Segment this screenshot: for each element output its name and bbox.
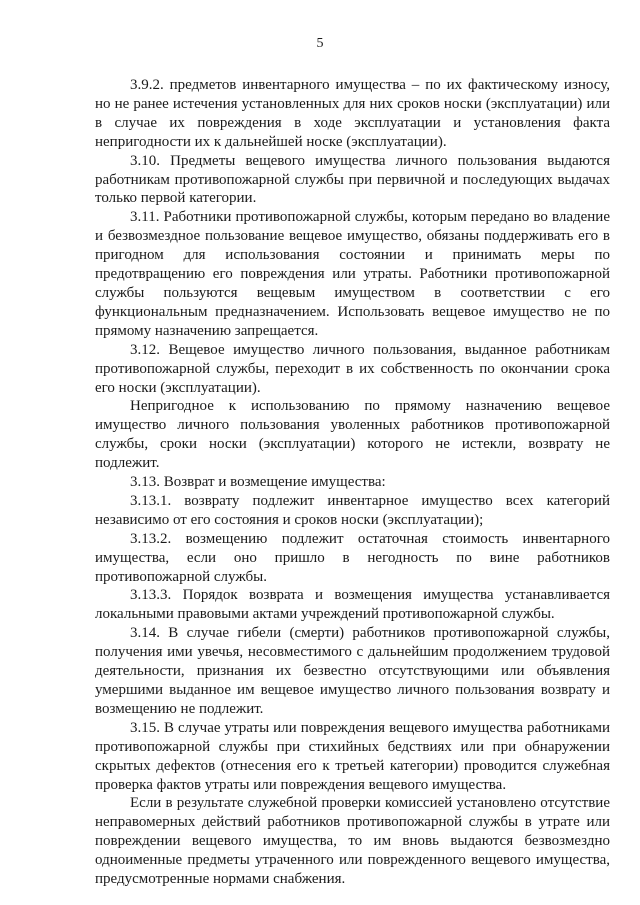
paragraph-3-13-3: 3.13.3. Порядок возврата и возмещения имущества устанавливается локальными правовыми актами учреждений противопожарной службы.: [95, 587, 610, 623]
paragraph-3-13-2: 3.13.2. возмещению подлежит остаточная стоимость инвентарного имущества, если оно пришло в негодность по вине работников противопожарной службы.: [95, 530, 610, 585]
paragraph-3-15: 3.15. В случае утраты или повреждения вещевого имущества работниками противопожарной службы при стихийных бедствиях или при обнаружении скрытых дефектов (отнесения его к третьей категории) проводится служебная проверка фактов утраты или повреждения вещевого имущества.: [95, 719, 610, 793]
paragraph-3-14: 3.14. В случае гибели (смерти) работников противопожарной службы, получения ими увечья, несовместимого с дальнейшим продолжением трудовой деятельности, признания их безвестно отсутствующими или объявления умершими выданное им вещевое имущество личного пользования возврату и возмещению не подлежит.: [95, 625, 610, 717]
paragraph-3-10: 3.10. Предметы вещевого имущества личного пользования выдаются работникам противопожарной службы при первичной и последующих выдачах только первой категории.: [95, 152, 610, 207]
paragraph-3-12: 3.12. Вещевое имущество личного пользования, выданное работникам противопожарной службы, переходит в их собственность по окончании срока его носки (эксплуатации).: [95, 341, 610, 396]
paragraph-3-9-2: 3.9.2. предметов инвентарного имущества – по их фактическому износу, но не ранее истечения установленных для них сроков носки (эксплуатации) или в случае их повреждения в ходе эксплуатации и установления факта непригодности их к дальнейшей носке (эксплуатации).: [95, 77, 610, 150]
paragraph-3-12-continuation: Непригодное к использованию по прямому назначению вещевое имущество личного пользования уволенных работников противопожарной службы, сроки носки (эксплуатации) которого не истекли, возврату не подлежит.: [95, 398, 610, 472]
paragraph-3-13-1: 3.13.1. возврату подлежит инвентарное имущество всех категорий независимо от его состояния и сроков носки (эксплуатации);: [95, 492, 610, 528]
document-body: [95, 76, 610, 889]
paragraph-3-13: 3.13. Возврат и возмещение имущества:: [130, 474, 386, 491]
page-number: 5: [316, 36, 324, 51]
paragraph-3-15-continuation: Если в результате служебной проверки комиссией установлено отсутствие неправомерных действий работников противопожарной службы в утрате или повреждении вещевого имущества, то им вновь выдаются безвозмездно одноименные предметы утраченного или поврежденного вещевого имущества, предусмотренные нормами снабжения.: [95, 795, 610, 888]
paragraph-3-11: 3.11. Работники противопожарной службы, которым передано во владение и безвозмездное пользование вещевое имущество, обязаны поддерживать его в пригодном для использования состоянии и принимать меры по предотвращению его повреждения или утраты. Работники противопожарной службы пользуются вещевым имуществом в соответствии с его функциональным предназначением. Использовать вещевое имущество не по прямому назначению запрещается.: [95, 209, 610, 339]
